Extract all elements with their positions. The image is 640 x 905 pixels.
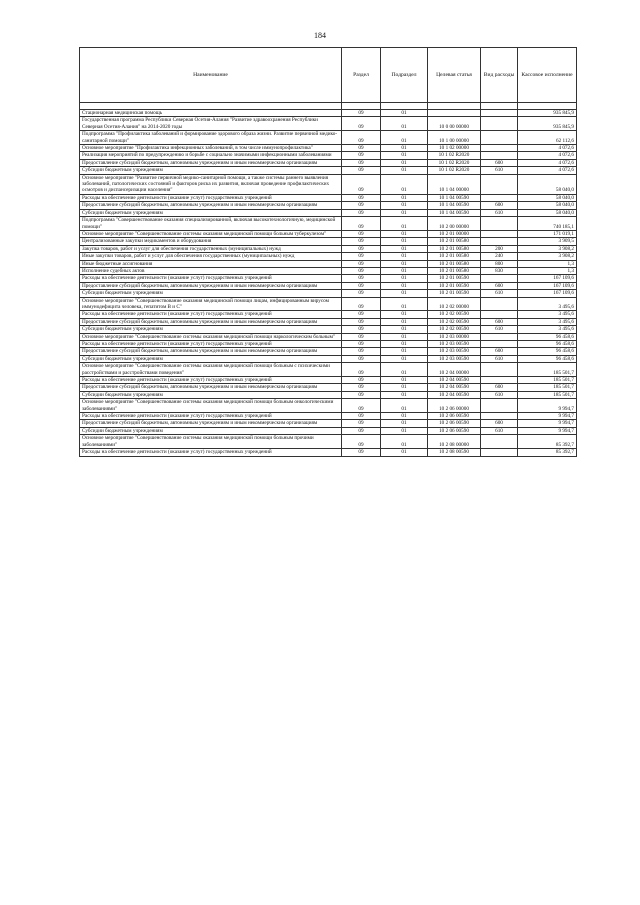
row-target-article: 10 1 00 00000 (428, 131, 481, 145)
row-subsection: 01 (381, 117, 428, 131)
row-name: Расходы на обеспечение деятельности (оказание услуг) государственных учреждений (80, 377, 342, 384)
row-name: Основное мероприятие "Совершенствование системы оказания медицинской помощи наркологическим больным" (80, 333, 342, 340)
row-target-article: 10 2 01 00580 (428, 238, 481, 245)
row-cash-execution: 185 501,7 (518, 363, 577, 377)
row-target-article: 10 2 04 00000 (428, 363, 481, 377)
row-section: 09 (342, 267, 381, 274)
row-name: Предоставление субсидий бюджетным, автономным учреждениям и иным некоммерческим организациям (80, 384, 342, 391)
row-target-article: 10 1 04 00590 (428, 209, 481, 216)
table-row (80, 202, 577, 209)
spacer-row (80, 103, 577, 110)
row-name: Субсидии бюджетным учреждениям (80, 290, 342, 297)
row-target-article: 10 2 01 00590 (428, 275, 481, 282)
row-expense-type (481, 238, 518, 245)
row-section: 09 (342, 110, 381, 117)
header-section: Раздел (342, 48, 381, 103)
table-row (80, 209, 577, 216)
row-cash-execution: 3 495,6 (518, 297, 577, 311)
row-section: 09 (342, 326, 381, 333)
row-cash-execution: 740 185,1 (518, 217, 577, 231)
row-target-article: 10 1 02 R2020 (428, 159, 481, 166)
row-cash-execution: 3 495,6 (518, 318, 577, 325)
header-name: Наименование (80, 48, 342, 103)
row-section: 09 (342, 318, 381, 325)
row-name: Реализация мероприятий по предупреждению и борьбе с социально значимыми инфекционными заболеваниями (80, 152, 342, 159)
row-name: Государственная программа Республики Северная Осетия-Алания "Развитие здравоохранения Республики Северная Осетия-Алания" на 2014-2020 годы (80, 117, 342, 131)
row-subsection: 01 (381, 290, 428, 297)
row-subsection: 01 (381, 355, 428, 362)
row-cash-execution: 9 994,7 (518, 413, 577, 420)
row-subsection: 01 (381, 152, 428, 159)
row-expense-type: 800 (481, 260, 518, 267)
row-target-article: 10 2 06 00000 (428, 399, 481, 413)
table-row (80, 152, 577, 159)
row-section: 09 (342, 341, 381, 348)
page-number: 184 (314, 31, 326, 40)
row-target-article: 10 2 03 00000 (428, 333, 481, 340)
table-row (80, 435, 577, 449)
row-name: Подпрограмма "Совершенствование оказания специализированной, включая высокотехнологичную, медицинской помощи" (80, 217, 342, 231)
row-expense-type: 600 (481, 318, 518, 325)
row-expense-type (481, 435, 518, 449)
row-subsection: 01 (381, 110, 428, 117)
table-row (80, 391, 577, 398)
row-subsection: 01 (381, 297, 428, 311)
row-section: 09 (342, 260, 381, 267)
row-cash-execution: 3 908,2 (518, 253, 577, 260)
row-subsection: 01 (381, 167, 428, 174)
row-cash-execution: 58 040,0 (518, 194, 577, 201)
row-expense-type (481, 341, 518, 348)
row-expense-type (481, 174, 518, 194)
table-row (80, 348, 577, 355)
row-name: Основное мероприятие "Развитие первичной медико-санитарной помощи, а также системы раннего выявления заболеваний, патологических состояний и факторов риска их развития, включая проведение профилактических осмотров и диспансеризации населения" (80, 174, 342, 194)
row-subsection: 01 (381, 159, 428, 166)
row-name: Субсидии бюджетным учреждениям (80, 209, 342, 216)
table-row (80, 377, 577, 384)
row-name: Расходы на обеспечение деятельности (оказание услуг) государственных учреждений (80, 413, 342, 420)
row-subsection: 01 (381, 435, 428, 449)
row-target-article: 10 2 02 00000 (428, 297, 481, 311)
row-cash-execution: 185 501,7 (518, 384, 577, 391)
row-expense-type: 600 (481, 420, 518, 427)
row-subsection: 01 (381, 363, 428, 377)
table-body (80, 103, 577, 457)
row-name: Расходы на обеспечение деятельности (оказание услуг) государственных учреждений (80, 275, 342, 282)
row-expense-type (481, 297, 518, 311)
row-expense-type (481, 363, 518, 377)
row-cash-execution: 185 501,7 (518, 391, 577, 398)
row-cash-execution: 3 908,2 (518, 245, 577, 252)
row-cash-execution: 167 109,6 (518, 275, 577, 282)
row-expense-type (481, 131, 518, 145)
row-subsection: 01 (381, 348, 428, 355)
table-row (80, 427, 577, 434)
row-subsection: 01 (381, 282, 428, 289)
row-subsection: 01 (381, 194, 428, 201)
row-section: 09 (342, 363, 381, 377)
row-section: 09 (342, 174, 381, 194)
row-name: Предоставление субсидий бюджетным, автономным учреждениям и иным некоммерческим организациям (80, 420, 342, 427)
table-row (80, 194, 577, 201)
row-name: Субсидии бюджетным учреждениям (80, 427, 342, 434)
header-row (80, 48, 577, 103)
row-expense-type (481, 275, 518, 282)
table-row (80, 174, 577, 194)
table-row (80, 420, 577, 427)
row-section: 09 (342, 311, 381, 318)
row-target-article (428, 110, 481, 117)
row-name: Централизованные закупки медикаментов и оборудования (80, 238, 342, 245)
row-cash-execution: 58 040,0 (518, 202, 577, 209)
row-name: Предоставление субсидий бюджетным, автономным учреждениям и иным некоммерческим организациям (80, 159, 342, 166)
row-section: 09 (342, 275, 381, 282)
row-target-article: 10 2 08 00590 (428, 449, 481, 456)
row-cash-execution: 3 495,6 (518, 326, 577, 333)
row-section: 09 (342, 238, 381, 245)
row-target-article: 10 0 00 00000 (428, 117, 481, 131)
table-row (80, 282, 577, 289)
row-name: Субсидии бюджетным учреждениям (80, 355, 342, 362)
table-row (80, 260, 577, 267)
row-expense-type: 610 (481, 391, 518, 398)
row-expense-type: 830 (481, 267, 518, 274)
row-target-article: 10 1 04 00590 (428, 194, 481, 201)
row-cash-execution: 96 458,6 (518, 333, 577, 340)
row-expense-type: 600 (481, 348, 518, 355)
row-target-article: 10 2 01 00000 (428, 230, 481, 237)
row-target-article: 10 2 03 00590 (428, 348, 481, 355)
row-expense-type (481, 311, 518, 318)
table-row (80, 384, 577, 391)
row-target-article: 10 2 01 00590 (428, 290, 481, 297)
row-name: Предоставление субсидий бюджетным, автономным учреждениям и иным некоммерческим организациям (80, 202, 342, 209)
row-subsection: 01 (381, 420, 428, 427)
row-subsection: 01 (381, 275, 428, 282)
header-target-article: Целевая статья (428, 48, 481, 103)
header-expense-type: Вид расходы (481, 48, 518, 103)
row-section: 09 (342, 145, 381, 152)
row-section: 09 (342, 427, 381, 434)
row-cash-execution: 9 994,7 (518, 427, 577, 434)
row-target-article: 10 2 06 00590 (428, 413, 481, 420)
row-name: Расходы на обеспечение деятельности (оказание услуг) государственных учреждений (80, 341, 342, 348)
row-name: Закупка товаров, работ и услуг для обеспечения государственных (муниципальных) нужд (80, 245, 342, 252)
table-row (80, 131, 577, 145)
row-target-article: 10 1 02 R2020 (428, 167, 481, 174)
row-expense-type: 610 (481, 209, 518, 216)
row-expense-type (481, 449, 518, 456)
spacer-cell (518, 103, 577, 110)
row-expense-type (481, 117, 518, 131)
row-target-article: 10 2 06 00590 (428, 427, 481, 434)
row-section: 09 (342, 391, 381, 398)
row-cash-execution: 4 072,6 (518, 167, 577, 174)
row-section: 09 (342, 253, 381, 260)
row-subsection: 01 (381, 318, 428, 325)
row-section: 09 (342, 202, 381, 209)
table-row (80, 355, 577, 362)
spacer-cell (381, 103, 428, 110)
row-name: Субсидии бюджетным учреждениям (80, 391, 342, 398)
row-subsection: 01 (381, 427, 428, 434)
row-cash-execution: 85 392,7 (518, 449, 577, 456)
table-row (80, 275, 577, 282)
row-section: 09 (342, 449, 381, 456)
row-section: 09 (342, 245, 381, 252)
row-name: Основное мероприятие "Совершенствование оказания медицинской помощи лицам, инфицированным вирусом иммунодефицита человека, гепатитом B и C" (80, 297, 342, 311)
header-subsection: Подраздел (381, 48, 428, 103)
spacer-cell (481, 103, 518, 110)
spacer-cell (80, 103, 342, 110)
row-cash-execution: 1,3 (518, 267, 577, 274)
table-row (80, 167, 577, 174)
row-cash-execution: 62 112,6 (518, 131, 577, 145)
row-name: Основное мероприятие "Совершенствование системы оказания медицинской помощи больным с психическими расстройствами и расстройствами поведения" (80, 363, 342, 377)
row-expense-type (481, 145, 518, 152)
row-subsection: 01 (381, 260, 428, 267)
row-cash-execution: 935 845,9 (518, 117, 577, 131)
row-target-article: 10 2 01 00590 (428, 282, 481, 289)
row-section: 09 (342, 348, 381, 355)
row-section: 09 (342, 152, 381, 159)
table-row (80, 253, 577, 260)
row-subsection: 01 (381, 391, 428, 398)
row-target-article: 10 2 08 00000 (428, 435, 481, 449)
row-target-article: 10 1 02 R2020 (428, 152, 481, 159)
row-target-article: 10 2 06 00590 (428, 420, 481, 427)
row-cash-execution: 4 072,6 (518, 152, 577, 159)
row-cash-execution: 96 458,6 (518, 348, 577, 355)
row-target-article: 10 2 02 00590 (428, 318, 481, 325)
row-subsection: 01 (381, 341, 428, 348)
row-section: 09 (342, 282, 381, 289)
table-row (80, 217, 577, 231)
row-target-article: 10 1 04 00590 (428, 202, 481, 209)
row-name: Расходы на обеспечение деятельности (оказание услуг) государственных учреждений (80, 449, 342, 456)
row-section: 09 (342, 117, 381, 131)
table-row (80, 449, 577, 456)
row-subsection: 01 (381, 131, 428, 145)
row-subsection: 01 (381, 217, 428, 231)
row-subsection: 01 (381, 245, 428, 252)
row-name: Расходы на обеспечение деятельности (оказание услуг) государственных учреждений (80, 194, 342, 201)
row-name: Основное мероприятие "Совершенствование системы оказания медицинской помощи больным прочими заболеваниями" (80, 435, 342, 449)
row-expense-type (481, 230, 518, 237)
row-cash-execution: 935 845,9 (518, 110, 577, 117)
row-target-article: 10 2 00 00000 (428, 217, 481, 231)
row-cash-execution: 9 994,7 (518, 399, 577, 413)
row-target-article: 10 2 01 00580 (428, 260, 481, 267)
table-row (80, 267, 577, 274)
row-section: 09 (342, 159, 381, 166)
table-row (80, 159, 577, 166)
row-section: 09 (342, 297, 381, 311)
row-subsection: 01 (381, 449, 428, 456)
row-expense-type: 610 (481, 427, 518, 434)
row-name: Исполнение судебных актов (80, 267, 342, 274)
table-row (80, 290, 577, 297)
row-name: Иные бюджетные ассигнования (80, 260, 342, 267)
row-target-article: 10 2 04 00590 (428, 384, 481, 391)
row-name: Предоставление субсидий бюджетным, автономным учреждениям и иным некоммерческим организациям (80, 348, 342, 355)
row-cash-execution: 96 458,6 (518, 355, 577, 362)
table-row (80, 318, 577, 325)
row-cash-execution: 3 909,5 (518, 238, 577, 245)
budget-table (79, 47, 577, 457)
row-section: 09 (342, 194, 381, 201)
row-cash-execution: 3 495,6 (518, 311, 577, 318)
spacer-cell (428, 103, 481, 110)
row-target-article: 10 2 02 00590 (428, 311, 481, 318)
row-cash-execution: 58 040,0 (518, 209, 577, 216)
row-expense-type (481, 377, 518, 384)
spacer-cell (342, 103, 381, 110)
table-row (80, 230, 577, 237)
row-section: 09 (342, 435, 381, 449)
table-row (80, 341, 577, 348)
row-target-article: 10 1 04 00000 (428, 174, 481, 194)
row-section: 09 (342, 290, 381, 297)
row-expense-type: 600 (481, 384, 518, 391)
row-subsection: 01 (381, 145, 428, 152)
table-row (80, 117, 577, 131)
row-name: Иные закупки товаров, работ и услуг для обеспечения государственных (муниципальных) нужд (80, 253, 342, 260)
row-cash-execution: 167 109,6 (518, 282, 577, 289)
row-subsection: 01 (381, 333, 428, 340)
row-cash-execution: 58 040,0 (518, 174, 577, 194)
row-subsection: 01 (381, 238, 428, 245)
row-section: 09 (342, 167, 381, 174)
table-row (80, 363, 577, 377)
row-section: 09 (342, 131, 381, 145)
row-name: Предоставление субсидий бюджетным, автономным учреждениям и иным некоммерческим организациям (80, 282, 342, 289)
row-expense-type: 610 (481, 326, 518, 333)
table-row (80, 326, 577, 333)
row-expense-type (481, 152, 518, 159)
row-target-article: 10 2 01 00580 (428, 245, 481, 252)
table-row (80, 297, 577, 311)
row-cash-execution: 171 019,1 (518, 230, 577, 237)
row-name: Предоставление субсидий бюджетным, автономным учреждениям и иным некоммерческим организациям (80, 318, 342, 325)
table-row (80, 145, 577, 152)
row-target-article: 10 2 03 00590 (428, 341, 481, 348)
table-row (80, 110, 577, 117)
row-name: Подпрограмма "Профилактика заболеваний и формирование здорового образа жизни. Развитие первичной медико-санитарной помощи" (80, 131, 342, 145)
row-name: Субсидии бюджетным учреждениям (80, 167, 342, 174)
row-target-article: 10 2 04 00590 (428, 391, 481, 398)
row-expense-type (481, 110, 518, 117)
row-name: Основное мероприятие "Профилактика инфекционных заболеваний, в том числе иммунопрофилактика" (80, 145, 342, 152)
row-subsection: 01 (381, 209, 428, 216)
row-name: Стационарная медицинская помощь (80, 110, 342, 117)
row-subsection: 01 (381, 267, 428, 274)
row-expense-type: 610 (481, 167, 518, 174)
row-target-article: 10 2 02 00590 (428, 326, 481, 333)
row-expense-type: 600 (481, 159, 518, 166)
row-expense-type: 240 (481, 253, 518, 260)
row-name: Субсидии бюджетным учреждениям (80, 326, 342, 333)
row-subsection: 01 (381, 311, 428, 318)
row-subsection: 01 (381, 253, 428, 260)
row-section: 09 (342, 209, 381, 216)
row-name: Расходы на обеспечение деятельности (оказание услуг) государственных учреждений (80, 311, 342, 318)
row-section: 09 (342, 377, 381, 384)
row-section: 09 (342, 333, 381, 340)
row-target-article: 10 2 01 00580 (428, 267, 481, 274)
row-subsection: 01 (381, 399, 428, 413)
row-cash-execution: 9 994,7 (518, 420, 577, 427)
row-target-article: 10 2 01 00580 (428, 253, 481, 260)
table-row (80, 245, 577, 252)
table-row (80, 399, 577, 413)
table-row (80, 311, 577, 318)
row-target-article: 10 2 04 00590 (428, 377, 481, 384)
row-subsection: 01 (381, 202, 428, 209)
row-cash-execution: 4 072,6 (518, 145, 577, 152)
row-cash-execution: 96 458,6 (518, 341, 577, 348)
row-expense-type (481, 333, 518, 340)
row-subsection: 01 (381, 230, 428, 237)
table-row (80, 333, 577, 340)
row-section: 09 (342, 384, 381, 391)
table-row (80, 238, 577, 245)
row-subsection: 01 (381, 377, 428, 384)
row-expense-type (481, 399, 518, 413)
row-subsection: 01 (381, 384, 428, 391)
header-cash-execution: Кассовое исполнение (518, 48, 577, 103)
row-subsection: 01 (381, 326, 428, 333)
row-expense-type (481, 217, 518, 231)
row-cash-execution: 1,3 (518, 260, 577, 267)
table-row (80, 413, 577, 420)
row-name: Основное мероприятие "Совершенствование системы оказания медицинской помощи больным туберкулезом" (80, 230, 342, 237)
row-expense-type: 610 (481, 290, 518, 297)
row-target-article: 10 2 03 00590 (428, 355, 481, 362)
row-expense-type (481, 413, 518, 420)
row-section: 09 (342, 230, 381, 237)
row-expense-type: 600 (481, 202, 518, 209)
row-name: Основное мероприятие "Совершенствование системы оказания медицинской помощи больным онкологическими заболеваниями" (80, 399, 342, 413)
row-cash-execution: 4 072,6 (518, 159, 577, 166)
row-cash-execution: 185 501,7 (518, 377, 577, 384)
row-section: 09 (342, 420, 381, 427)
row-expense-type: 610 (481, 355, 518, 362)
row-expense-type (481, 194, 518, 201)
row-section: 09 (342, 217, 381, 231)
row-section: 09 (342, 399, 381, 413)
row-subsection: 01 (381, 413, 428, 420)
row-section: 09 (342, 413, 381, 420)
row-expense-type: 200 (481, 245, 518, 252)
row-expense-type: 600 (481, 282, 518, 289)
row-cash-execution: 85 392,7 (518, 435, 577, 449)
row-section: 09 (342, 355, 381, 362)
row-subsection: 01 (381, 174, 428, 194)
row-target-article: 10 1 02 00000 (428, 145, 481, 152)
row-cash-execution: 167 109,6 (518, 290, 577, 297)
